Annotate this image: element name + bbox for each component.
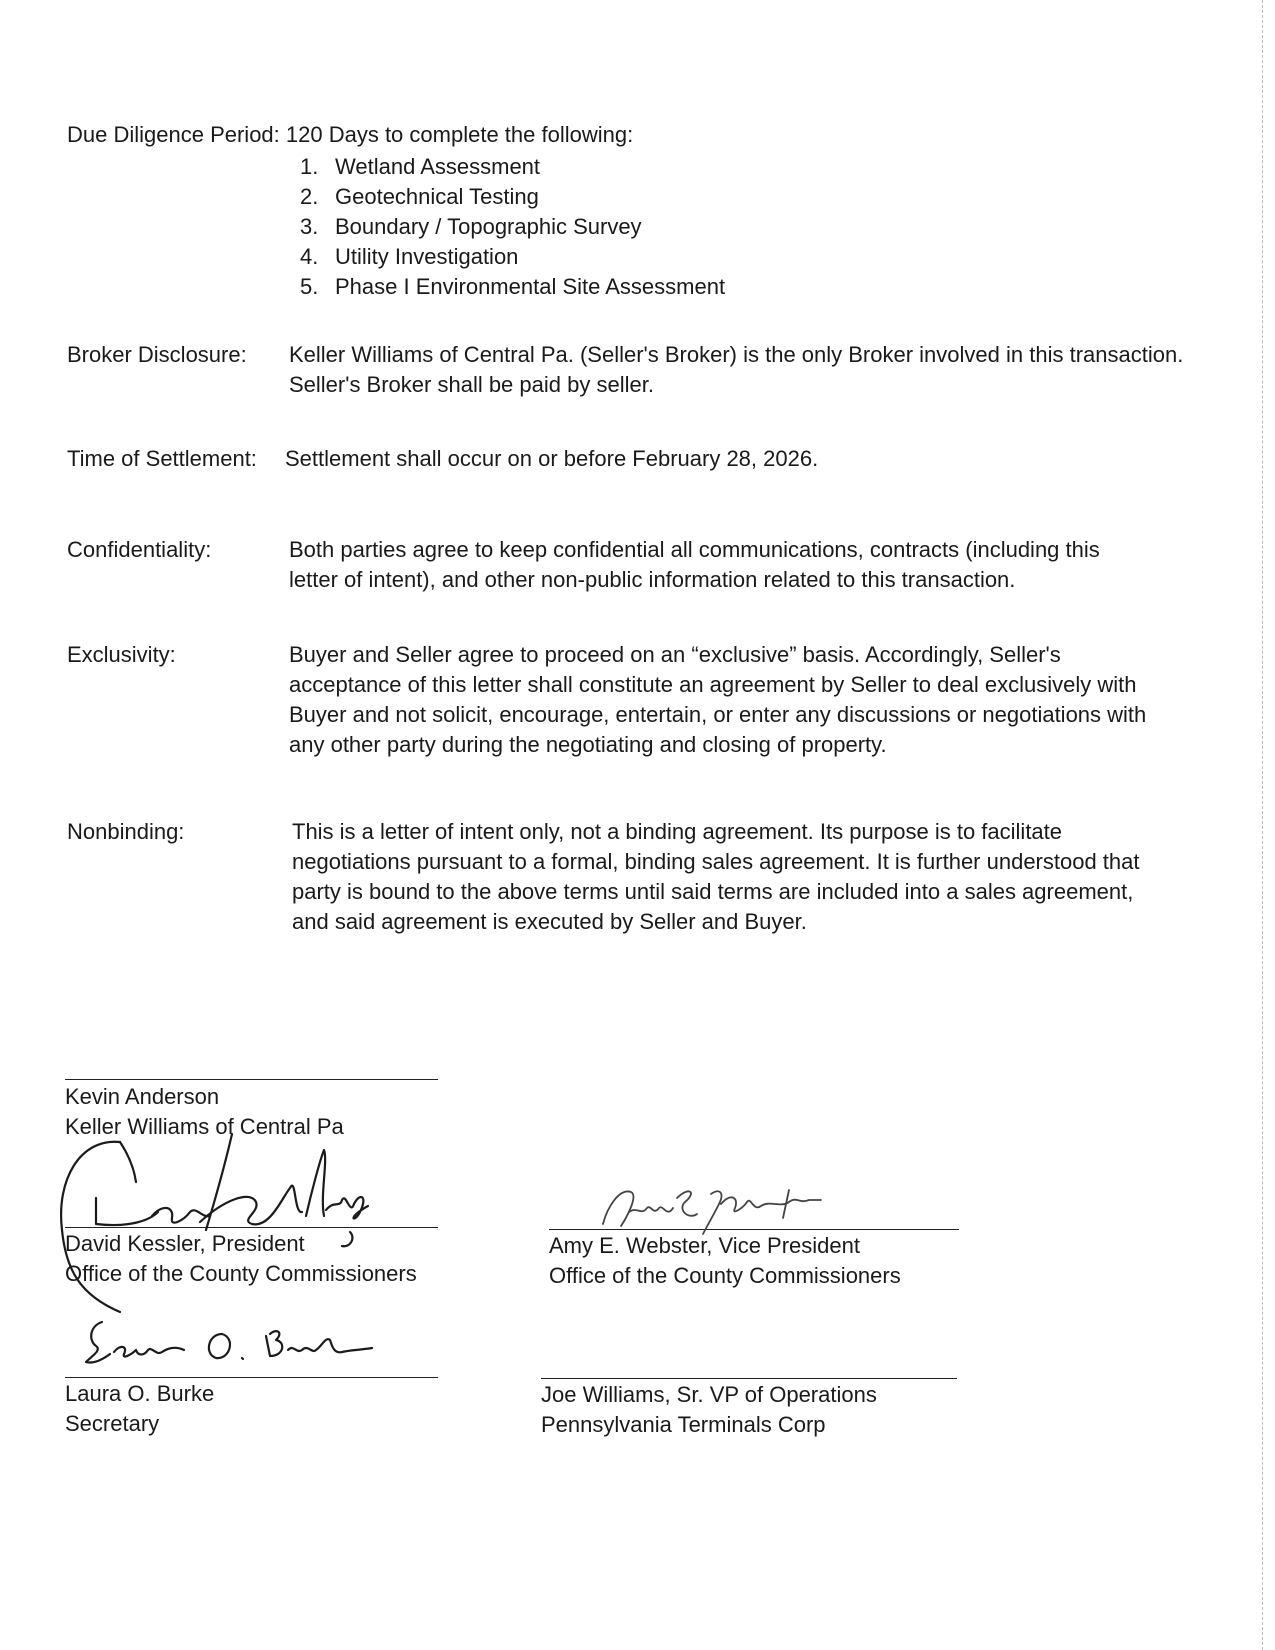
list-number: 3. bbox=[300, 214, 319, 239]
signature-line bbox=[65, 1079, 438, 1080]
list-text: Geotechnical Testing bbox=[335, 184, 539, 209]
list-text: Utility Investigation bbox=[335, 244, 519, 269]
clause-text: This is a letter of intent only, not a binding agreement. Its purpose is to facilitate negotiations pursuant to a formal, binding sales agreement. It is further understood that party is bound to the above terms until said terms are included into a sales agreement, and said agreement is executed by Seller and Buyer. bbox=[292, 819, 1140, 934]
signature-block-anderson bbox=[65, 1079, 438, 1142]
list-item bbox=[300, 182, 725, 212]
signer-org: Secretary bbox=[65, 1411, 160, 1436]
signer-name: Kevin Anderson bbox=[65, 1084, 220, 1109]
signer-name: Joe Williams, Sr. VP of Operations bbox=[541, 1382, 877, 1407]
signer-org: Keller Williams of Central Pa bbox=[65, 1114, 344, 1139]
signature-line bbox=[549, 1229, 959, 1230]
signer-name: Amy E. Webster, Vice President bbox=[549, 1233, 860, 1258]
clause-label: Nonbinding: bbox=[67, 819, 185, 844]
clause-text: Buyer and Seller agree to proceed on an “exclusive” basis. Accordingly, Seller's acceptance of this letter shall constitute an agreement by Seller to deal exclusively with Buyer and not solicit, encourage, entertain, or enter any discussions or negotiations with any other party during the negotiating and closing of property. bbox=[289, 642, 1147, 757]
list-text: Wetland Assessment bbox=[335, 154, 541, 179]
signer-org: Office of the County Commissioners bbox=[65, 1261, 417, 1286]
signer-name: Laura O. Burke bbox=[65, 1381, 215, 1406]
clause-text: Keller Williams of Central Pa. (Seller's Broker) is the only Broker involved in this transaction. Seller's Broker shall be paid by seller. bbox=[289, 342, 1184, 397]
due-diligence-list bbox=[300, 152, 725, 302]
list-text: Phase I Environmental Site Assessment bbox=[335, 274, 726, 299]
clause-label: Confidentiality: bbox=[67, 537, 212, 562]
signature-block-burke bbox=[65, 1377, 438, 1439]
list-item bbox=[300, 152, 725, 182]
signature-line bbox=[541, 1378, 957, 1379]
signer-org: Pennsylvania Terminals Corp bbox=[541, 1412, 826, 1437]
signature-line bbox=[65, 1377, 438, 1378]
clause-label: Time of Settlement: bbox=[67, 446, 257, 471]
list-number: 1. bbox=[300, 154, 319, 179]
clause-text: Both parties agree to keep confidential all communications, contracts (including this letter of intent), and other non-public information related to this transaction. bbox=[289, 537, 1100, 592]
list-item bbox=[300, 242, 725, 272]
clause-label: Exclusivity: bbox=[67, 642, 176, 667]
kessler-signature bbox=[50, 1120, 390, 1320]
burke-signature bbox=[80, 1316, 400, 1376]
due-diligence-heading: Due Diligence Period: 120 Days to complete the following: bbox=[67, 122, 634, 147]
signature-block-kessler bbox=[65, 1227, 438, 1289]
list-number: 2. bbox=[300, 184, 319, 209]
signature-block-webster bbox=[549, 1229, 959, 1291]
page-edge bbox=[1262, 0, 1263, 1650]
signature-line bbox=[65, 1227, 438, 1228]
signature-block-williams bbox=[541, 1378, 957, 1440]
clause-text: Settlement shall occur on or before February 28, 2026. bbox=[285, 446, 819, 471]
list-item bbox=[300, 272, 725, 302]
signer-name: David Kessler, President bbox=[65, 1231, 305, 1256]
list-number: 5. bbox=[300, 274, 319, 299]
signer-org: Office of the County Commissioners bbox=[549, 1263, 901, 1288]
clause-label: Broker Disclosure: bbox=[67, 342, 247, 367]
list-item bbox=[300, 212, 725, 242]
list-number: 4. bbox=[300, 244, 319, 269]
list-text: Boundary / Topographic Survey bbox=[335, 214, 642, 239]
